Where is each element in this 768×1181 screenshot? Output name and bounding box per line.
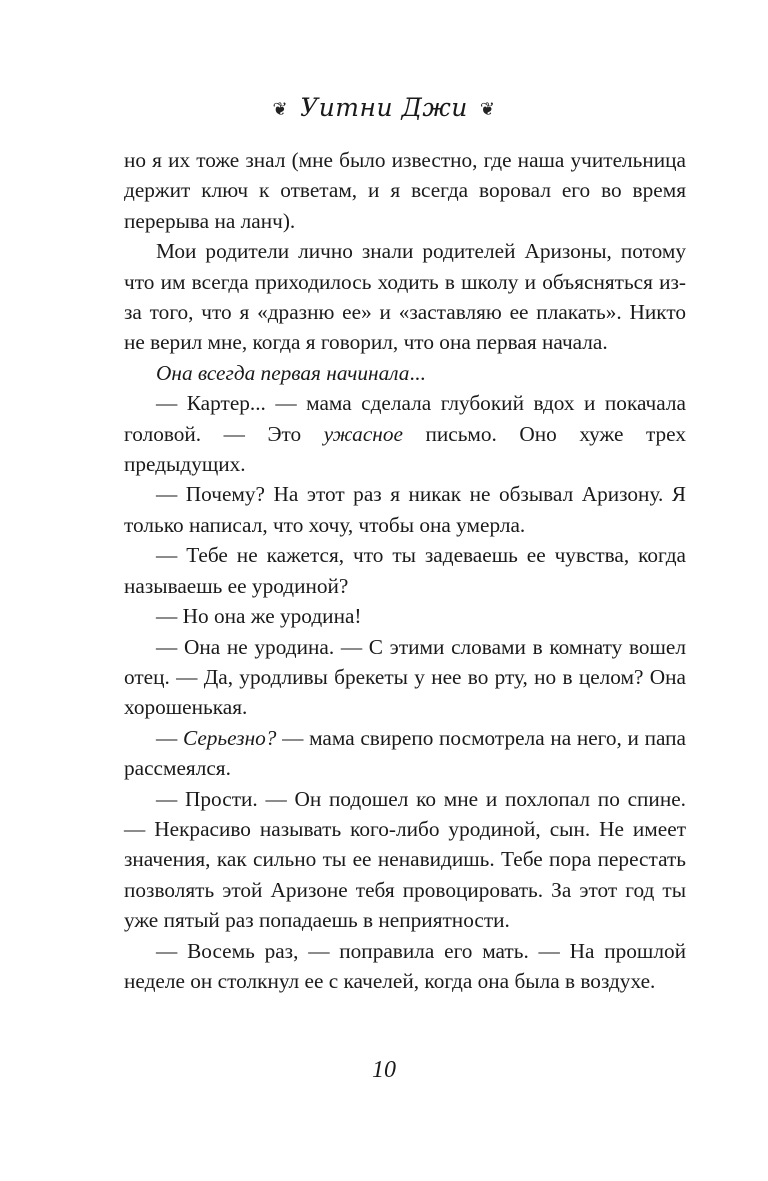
paragraph: — Прости. — Он подошел ко мне и похлопал по спине. — Некрасиво называть кого-либо уродиной, сын. Не имеет значения, как сильно ты ее ненавидишь. Тебе пора перестать позволять этой Аризоне тебя провоцировать. За этот год ты уже пятый раз попадаешь в неприятности. (124, 786, 686, 933)
paragraph: — Она не уродина. — С этими словами в комнату вошел отец. — Да, уродливы брекеты у нее во рту, но в целом? Она хорошенькая. (124, 634, 686, 720)
paragraph: — Но она же уродина! (156, 604, 362, 629)
paragraph: — Восемь раз, — поправила его мать. — На прошлой неделе он столкнул ее с качелей, когда она была в воздухе. (124, 938, 686, 993)
paragraph: Мои родители лично знали родителей Аризоны, потому что им всегда приходилось ходить в школу и объясняться из-за того, что я «дразню ее» и «заставляю ее плакать». Никто не верил мне, когда я говорил, что она первая начала. (124, 239, 686, 355)
ornament-left-icon: ❦ (272, 98, 289, 120)
paragraph: Она всегда первая начинала... (156, 360, 426, 385)
ornament-right-icon: ❦ (479, 98, 496, 120)
paragraph: — Серьезно? — мама свирепо посмотрела на него, и папа рассмеялся. (124, 725, 687, 781)
paragraph: — Картер... — мама сделала глубокий вдох и покачала головой. — Это ужасное письмо. Оно хуже трех предыдущих. (124, 391, 686, 477)
paragraph: — Тебе не кажется, что ты задеваешь ее чувства, когда называешь ее уродиной? (124, 543, 686, 598)
page-number: 10 (372, 1057, 396, 1083)
paragraph: — Почему? На этот раз я никак не обзывал Аризону. Я только написал, что хочу, чтобы она умерла. (124, 482, 686, 537)
paragraph: но я их тоже знал (мне было известно, где наша учительница держит ключ к ответам, и я всегда воровал его во время перерыва на ланч). (124, 148, 686, 233)
body-text (124, 145, 686, 996)
author-name: Уитни Джи (300, 93, 468, 122)
running-head (0, 90, 768, 128)
